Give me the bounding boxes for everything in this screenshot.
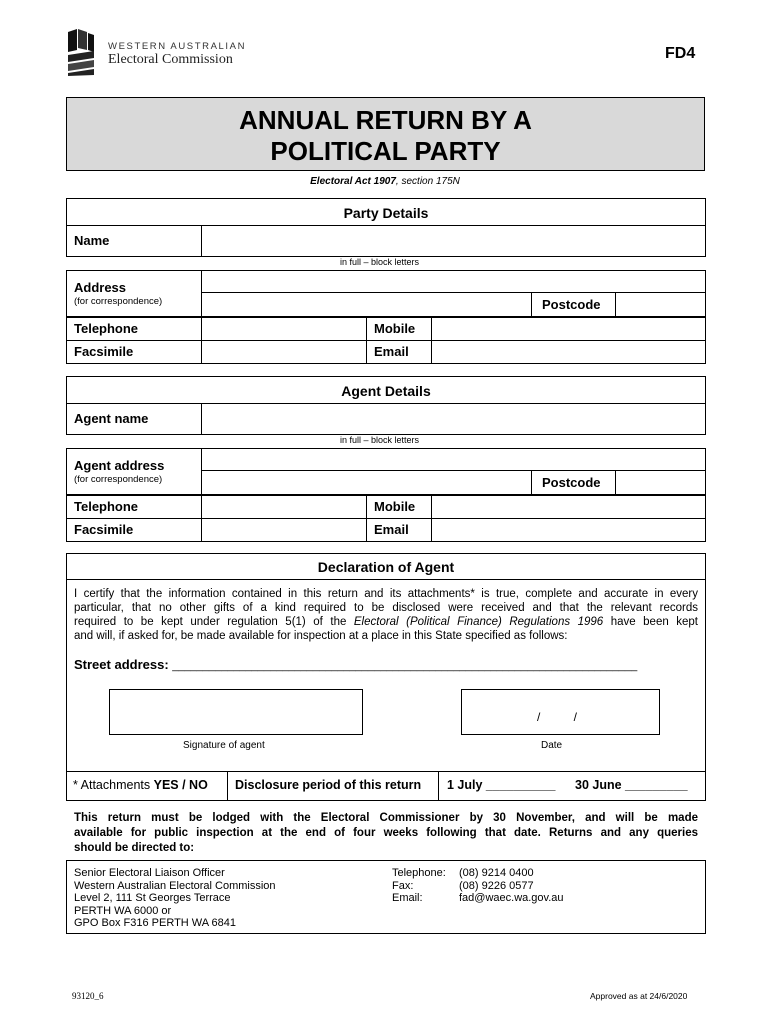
agent-postcode-label: Postcode	[542, 475, 601, 490]
declaration-line3	[74, 615, 698, 629]
attachments-label	[73, 778, 208, 792]
agent-postcode-field[interactable]	[615, 470, 706, 495]
party-email-label: Email	[374, 344, 409, 359]
party-telephone-label: Telephone	[74, 321, 139, 336]
date-field[interactable]	[461, 689, 660, 735]
contact-fax: (08) 9226 0577	[459, 879, 534, 892]
contact-address-line: Senior Electoral Liaison Officer	[74, 867, 225, 879]
declaration-line4: and will, if asked for, be made available for inspection at a place in this State specified as follows:	[74, 630, 568, 642]
wa-electoral-commission-logo	[67, 28, 107, 76]
contact-telephone: (08) 9214 0400	[459, 867, 534, 879]
party-email-field[interactable]	[431, 340, 706, 364]
declaration-title: Declaration of Agent	[317, 559, 455, 575]
agent-name-hint: in full – block letters	[340, 435, 420, 445]
street-address-line[interactable]: ____________________________________________________________________________	[172, 660, 638, 672]
party-details-header	[66, 198, 706, 226]
contact-labels	[392, 867, 446, 905]
agent-telephone-label: Telephone	[74, 499, 139, 514]
agent-mobile-label: Mobile	[374, 499, 416, 514]
declaration-line3c: have been kept	[603, 616, 698, 628]
lodge-instructions	[74, 811, 698, 856]
agent-address-label: Agent address	[74, 458, 165, 473]
party-mobile-label: Mobile	[374, 321, 416, 336]
party-name-field[interactable]	[201, 225, 706, 257]
regulations-title: Electoral (Political Finance) Regulations 1996	[353, 616, 604, 628]
agent-details-header	[66, 376, 706, 404]
lodge-line2: available for public inspection at the end of four weeks following that date. Returns and any queries	[74, 827, 698, 839]
party-address-sub: (for correspondence)	[74, 296, 163, 307]
agent-mobile-field[interactable]	[431, 495, 706, 519]
agent-address-field-1[interactable]	[201, 448, 706, 471]
declaration-line2: particular, that no other gifts of a kind required to be disclosed were received and that the relevant records	[74, 602, 698, 614]
party-address-field-2[interactable]	[201, 292, 532, 317]
attachments-sep: /	[178, 778, 190, 792]
declaration-line1: I certify that the information contained in this return and its attachments* is true, complete and accurate in every	[74, 588, 698, 600]
agent-name-label: Agent name	[74, 411, 149, 426]
party-address-field-1[interactable]	[201, 270, 706, 293]
title-box	[66, 97, 705, 171]
signature-field[interactable]	[109, 689, 363, 735]
agent-details-title: Agent Details	[341, 383, 431, 399]
footer-ref: 93120_6	[72, 991, 104, 1001]
logo-text-line1: WESTERN AUSTRALIAN	[108, 41, 247, 52]
attachments-prefix: * Attachments	[73, 778, 154, 792]
contact-address-line: GPO Box F316 PERTH WA 6841	[74, 917, 237, 929]
act-name: Electoral Act 1907	[310, 176, 396, 187]
agent-address-sub: (for correspondence)	[74, 474, 163, 485]
agent-name-field[interactable]	[201, 403, 706, 435]
period-to[interactable]: 30 June _________	[575, 778, 688, 792]
agent-address-field-2[interactable]	[201, 470, 532, 495]
signature-label: Signature of agent	[183, 740, 265, 751]
party-postcode-field[interactable]	[615, 292, 706, 317]
title-line2: POLITICAL PARTY	[270, 136, 501, 166]
contact-values	[459, 867, 564, 905]
agent-facsimile-field[interactable]	[201, 518, 367, 542]
attachments-yes[interactable]: YES	[153, 778, 179, 792]
contact-email[interactable]: fad@waec.wa.gov.au	[459, 892, 564, 904]
logo-icon	[67, 28, 95, 76]
date-slashes: / /	[537, 710, 578, 724]
declaration-header	[66, 553, 706, 580]
period-from[interactable]: 1 July __________	[447, 778, 556, 792]
act-section: , section 175N	[395, 176, 460, 187]
party-name-label: Name	[74, 233, 110, 248]
agent-telephone-field[interactable]	[201, 495, 367, 519]
party-mobile-field[interactable]	[431, 317, 706, 341]
logo-text-line2: Electoral Commission	[108, 52, 233, 67]
party-telephone-field[interactable]	[201, 317, 367, 341]
agent-email-field[interactable]	[431, 518, 706, 542]
attachments-no[interactable]: NO	[189, 778, 208, 792]
contact-address	[74, 867, 276, 930]
contact-email-label: Email:	[392, 892, 423, 904]
party-name-hint: in full – block letters	[340, 257, 420, 267]
party-postcode-label: Postcode	[542, 297, 601, 312]
contact-address-line: Level 2, 111 St Georges Terrace	[74, 892, 231, 904]
act-reference	[0, 176, 770, 187]
declaration-line3a: required to be kept under regulation 5(1) of the	[74, 616, 354, 628]
party-details-title: Party Details	[343, 205, 429, 221]
declaration-text	[74, 587, 698, 643]
title-line1: ANNUAL RETURN BY A	[239, 105, 532, 135]
contact-telephone-label: Telephone:	[392, 867, 446, 879]
party-address-label: Address	[74, 280, 127, 295]
footer-approved: Approved as at 24/6/2020	[590, 991, 688, 1001]
lodge-line3: should be directed to:	[74, 842, 195, 854]
contact-address-line: Western Australian Electoral Commission	[74, 879, 276, 892]
agent-facsimile-label: Facsimile	[74, 522, 134, 537]
party-facsimile-field[interactable]	[201, 340, 367, 364]
date-label: Date	[541, 740, 563, 751]
disclosure-period-label: Disclosure period of this return	[235, 778, 422, 792]
lodge-line1: This return must be lodged with the Electoral Commissioner by 30 November, and will be made	[74, 812, 698, 824]
agent-email-label: Email	[374, 522, 409, 537]
party-facsimile-label: Facsimile	[74, 344, 134, 359]
form-code: FD4	[665, 45, 696, 62]
street-address-label: Street address:	[74, 657, 169, 672]
street-address-row	[74, 657, 637, 672]
contact-fax-label: Fax:	[392, 879, 414, 892]
contact-address-line: PERTH WA 6000 or	[74, 904, 172, 917]
